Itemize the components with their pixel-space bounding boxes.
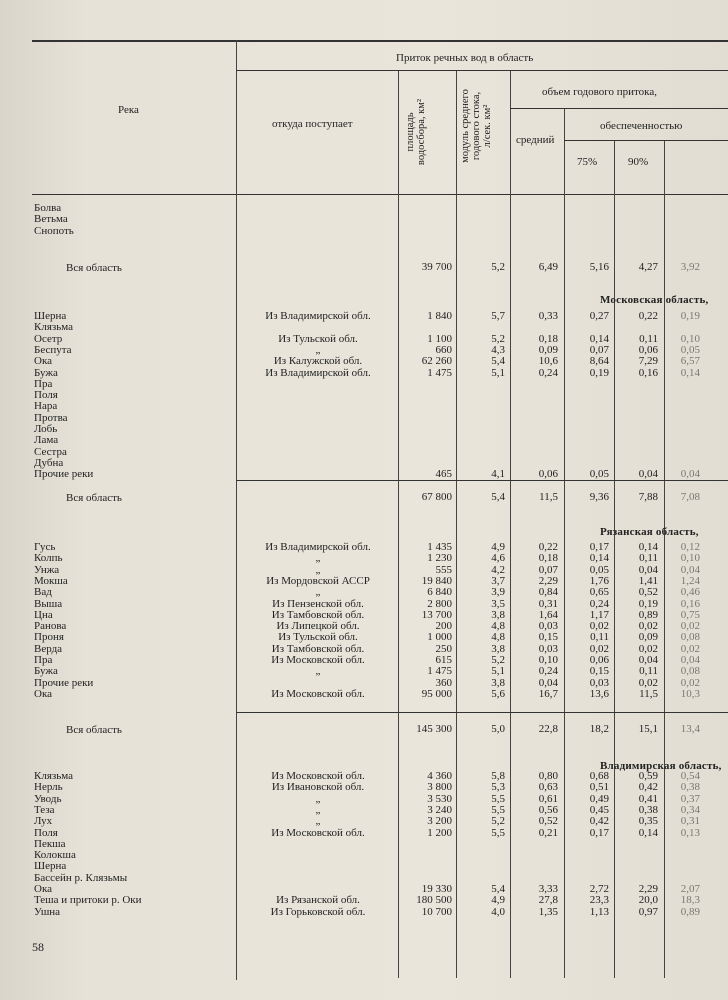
river-name: Снопоть xyxy=(34,224,74,237)
river-name: Поля xyxy=(34,826,58,839)
river-name: Прочие реки xyxy=(34,468,94,481)
cell-p75: 0,07 xyxy=(589,343,609,356)
cell-area: 10 700 xyxy=(421,905,452,918)
cell-mean: 1,64 xyxy=(538,608,558,621)
source-region: Из Липецкой обл. xyxy=(276,620,360,633)
total-p75: 18,2 xyxy=(589,723,609,735)
river-name: Проня xyxy=(34,631,64,644)
river-name: Верда xyxy=(34,642,63,655)
cell-mean: 0,24 xyxy=(538,665,558,678)
source-region: Из Тамбовской обл. xyxy=(271,608,365,621)
source-region: „ xyxy=(315,792,321,805)
river-name: Ветьма xyxy=(34,213,68,226)
col-divider xyxy=(510,70,511,978)
cell-area: 4 360 xyxy=(427,770,452,782)
river-name: Пра xyxy=(34,654,53,666)
cell-mean: 0,07 xyxy=(538,563,558,576)
cell-p90: 0,11 xyxy=(639,332,658,345)
cell-p90: 0,14 xyxy=(638,826,658,839)
cell-module: 3,8 xyxy=(491,608,505,621)
top-rule xyxy=(32,40,728,42)
source-region: Из Владимирской обл. xyxy=(265,310,371,322)
cell-p75: 0,14 xyxy=(589,552,609,565)
cell-p75: 0,02 xyxy=(589,620,609,633)
cell-p75: 0,27 xyxy=(589,310,609,322)
cell-p75: 8,64 xyxy=(589,355,609,368)
river-name: Беспута xyxy=(34,343,72,356)
cell-p75: 23,3 xyxy=(589,894,609,907)
cell-module: 5,2 xyxy=(491,654,505,666)
header-subrule-1 xyxy=(236,70,728,71)
total-module: 5,2 xyxy=(491,261,505,273)
river-name: Нара xyxy=(34,400,58,413)
cell-mean: 0,33 xyxy=(538,310,558,322)
cell-p90: 20,0 xyxy=(638,894,658,907)
cell-p75: 1,17 xyxy=(589,608,609,621)
river-name: Цна xyxy=(34,608,53,621)
cell-mean: 10,6 xyxy=(538,355,558,368)
cell-p90: 0,04 xyxy=(638,654,658,666)
river-name: Клязьма xyxy=(34,321,74,334)
source-region: Из Пензенской обл. xyxy=(272,597,364,610)
cell-p75: 0,05 xyxy=(589,468,609,481)
cell-area: 3 240 xyxy=(427,803,452,816)
cell-p95: 0,05 xyxy=(680,343,700,356)
cell-p90: 0,11 xyxy=(639,665,658,678)
total-mean: 6,49 xyxy=(538,261,558,273)
header-p75: 75% xyxy=(577,156,598,168)
cell-p90: 0,59 xyxy=(638,770,658,782)
total-p90: 4,27 xyxy=(638,261,658,273)
river-name: Протва xyxy=(34,411,68,424)
river-name: Теза xyxy=(34,803,55,816)
cell-p90: 2,29 xyxy=(638,883,658,895)
cell-p95: 0,37 xyxy=(680,792,700,805)
cell-module: 4,3 xyxy=(491,343,505,356)
cell-p90: 0,04 xyxy=(638,468,658,481)
cell-module: 4,0 xyxy=(491,905,505,918)
source-region: „ xyxy=(315,586,321,599)
cell-p90: 0,04 xyxy=(638,563,658,576)
cell-p95: 0,08 xyxy=(680,665,700,678)
river-name: Выша xyxy=(34,597,63,610)
header-mean: средний xyxy=(516,134,555,146)
cell-module: 3,8 xyxy=(491,676,505,689)
cell-p75: 2,72 xyxy=(589,883,609,895)
cell-p75: 0,03 xyxy=(589,676,609,689)
cell-p75: 0,11 xyxy=(590,631,609,644)
cell-p90: 0,02 xyxy=(638,620,658,633)
cell-area: 1 435 xyxy=(427,541,452,553)
cell-p75: 0,02 xyxy=(589,642,609,655)
total-p90: 7,88 xyxy=(638,491,658,503)
total-module: 5,0 xyxy=(491,723,505,735)
cell-p75: 0,68 xyxy=(589,770,609,782)
header-subrule-2 xyxy=(510,108,728,109)
source-region: Из Московской обл. xyxy=(271,826,365,839)
river-name: Теша и притоки р. Оки xyxy=(34,894,142,907)
cell-mean: 16,7 xyxy=(538,687,558,700)
river-name: Колокша xyxy=(34,849,76,862)
total-module: 5,4 xyxy=(491,491,505,503)
river-name: Шерна xyxy=(34,310,67,322)
cell-mean: 0,80 xyxy=(538,770,558,782)
cell-area: 555 xyxy=(435,563,452,576)
cell-module: 5,2 xyxy=(491,332,505,345)
cell-p75: 0,19 xyxy=(589,366,609,379)
total-label: Вся область xyxy=(66,262,122,274)
cell-mean: 0,63 xyxy=(538,781,558,794)
cell-p75: 0,14 xyxy=(589,332,609,345)
cell-p95: 0,04 xyxy=(680,468,700,481)
cell-mean: 0,06 xyxy=(538,468,558,481)
cell-area: 180 500 xyxy=(416,894,452,907)
cell-p95: 10,3 xyxy=(680,687,700,700)
region-title: Рязанская область, xyxy=(600,526,699,538)
cell-module: 4,9 xyxy=(491,894,505,907)
cell-area: 19 330 xyxy=(421,883,452,895)
cell-p95: 0,75 xyxy=(680,608,700,621)
cell-p95: 0,13 xyxy=(680,826,700,839)
cell-area: 1 840 xyxy=(427,310,452,322)
cell-p90: 0,06 xyxy=(638,343,658,356)
cell-module: 5,5 xyxy=(491,826,505,839)
cell-area: 1 200 xyxy=(427,826,452,839)
header-source: откуда поступает xyxy=(272,118,353,130)
river-name: Пекша xyxy=(34,837,66,850)
source-region: Из Московской обл. xyxy=(271,654,365,666)
cell-module: 5,8 xyxy=(491,770,505,782)
cell-p90: 0,16 xyxy=(638,366,658,379)
cell-p75: 0,17 xyxy=(589,826,609,839)
cell-p75: 1,76 xyxy=(589,574,609,587)
header-volume: объем годового притока, xyxy=(542,86,657,98)
cell-mean: 0,10 xyxy=(538,654,558,666)
source-region: Из Московской обл. xyxy=(271,770,365,782)
cell-p90: 0,41 xyxy=(638,792,658,805)
cell-module: 4,8 xyxy=(491,631,505,644)
total-area: 39 700 xyxy=(421,261,452,273)
cell-module: 3,9 xyxy=(491,586,505,599)
cell-mean: 0,09 xyxy=(538,343,558,356)
cell-module: 5,1 xyxy=(491,665,505,678)
total-p95: 7,08 xyxy=(680,491,700,503)
river-name: Гусь xyxy=(34,541,56,553)
col-divider xyxy=(456,70,457,978)
col-divider xyxy=(236,40,237,980)
cell-module: 5,5 xyxy=(491,792,505,805)
region-title: Московская область, xyxy=(600,294,709,306)
river-name: Лама xyxy=(34,434,59,447)
cell-p75: 13,6 xyxy=(589,687,609,700)
cell-module: 5,4 xyxy=(491,883,505,895)
cell-module: 4,9 xyxy=(491,541,505,553)
cell-p90: 0,14 xyxy=(638,541,658,553)
source-region: „ xyxy=(315,665,321,678)
cell-p95: 0,54 xyxy=(680,770,700,782)
cell-area: 62 260 xyxy=(421,355,452,368)
cell-area: 465 xyxy=(435,468,452,481)
cell-p90: 0,19 xyxy=(638,597,658,610)
river-name: Бужа xyxy=(34,366,58,379)
river-name: Лобь xyxy=(34,423,58,435)
cell-p75: 0,65 xyxy=(589,586,609,599)
cell-p75: 0,05 xyxy=(589,563,609,576)
total-area: 145 300 xyxy=(416,723,452,735)
source-region: „ xyxy=(315,563,321,576)
cell-p90: 0,52 xyxy=(638,586,658,599)
cell-module: 5,3 xyxy=(491,781,505,794)
river-name: Бужа xyxy=(34,665,58,678)
source-region: „ xyxy=(315,815,321,828)
river-name: Клязьма xyxy=(34,770,74,782)
cell-area: 1 475 xyxy=(427,665,452,678)
cell-p90: 0,97 xyxy=(638,905,658,918)
cell-p90: 0,09 xyxy=(638,631,658,644)
cell-p90: 0,02 xyxy=(638,642,658,655)
total-label: Вся область xyxy=(66,724,122,736)
cell-p75: 0,45 xyxy=(589,803,609,816)
cell-mean: 0,31 xyxy=(538,597,558,610)
cell-module: 3,8 xyxy=(491,642,505,655)
cell-mean: 0,18 xyxy=(538,332,558,345)
river-name: Колпь xyxy=(34,552,63,565)
cell-mean: 0,56 xyxy=(538,803,558,816)
cell-area: 660 xyxy=(435,343,452,356)
river-name: Сестра xyxy=(34,445,67,458)
river-name: Уводь xyxy=(34,792,62,805)
cell-mean: 0,03 xyxy=(538,642,558,655)
cell-p75: 1,13 xyxy=(589,905,609,918)
cell-p95: 0,31 xyxy=(680,815,700,828)
source-region: Из Горьковской обл. xyxy=(270,905,366,918)
source-region: „ xyxy=(315,552,321,565)
cell-module: 4,8 xyxy=(491,620,505,633)
cell-mean: 0,61 xyxy=(538,792,558,805)
source-region: Из Калужской обл. xyxy=(273,355,363,368)
region-title: Владимирская область, xyxy=(600,760,722,772)
cell-p90: 0,89 xyxy=(638,608,658,621)
total-p75: 9,36 xyxy=(589,491,609,503)
total-p95: 3,92 xyxy=(680,261,700,273)
source-region: Из Владимирской обл. xyxy=(265,541,371,553)
cell-module: 5,2 xyxy=(491,815,505,828)
cell-area: 1 100 xyxy=(427,332,452,345)
header-security: обеспеченностью xyxy=(600,120,683,132)
river-name: Дубна xyxy=(34,456,64,469)
river-name: Лух xyxy=(34,815,53,828)
total-area: 67 800 xyxy=(421,491,452,503)
header-module: модуль среднего годового стока, л/сек. км² xyxy=(460,89,493,163)
cell-p75: 0,17 xyxy=(589,541,609,553)
total-mean: 11,5 xyxy=(539,491,558,503)
source-region: Из Тамбовской обл. xyxy=(271,642,365,655)
cell-module: 4,6 xyxy=(491,552,505,565)
header-bottom-rule xyxy=(32,194,728,195)
cell-p75: 0,15 xyxy=(589,665,609,678)
cell-area: 1 230 xyxy=(427,552,452,565)
cell-p95: 0,10 xyxy=(680,332,700,345)
river-name: Пра xyxy=(34,377,53,390)
cell-p95: 6,57 xyxy=(680,355,700,368)
cell-p95: 0,46 xyxy=(680,586,700,599)
cell-module: 5,7 xyxy=(491,310,505,322)
river-name: Прочие реки xyxy=(34,676,94,689)
source-region: Из Мордовской АССР xyxy=(266,574,370,587)
cell-p75: 0,49 xyxy=(589,792,609,805)
source-region: Из Ивановской обл. xyxy=(271,781,365,794)
cell-area: 19 840 xyxy=(421,574,452,587)
cell-p95: 0,04 xyxy=(680,563,700,576)
river-name: Шерна xyxy=(34,860,67,873)
river-name: Унжа xyxy=(34,563,60,576)
total-mean: 22,8 xyxy=(538,723,558,735)
cell-p95: 0,10 xyxy=(680,552,700,565)
source-region: Из Рязанской обл. xyxy=(276,894,360,907)
cell-p90: 0,02 xyxy=(638,676,658,689)
cell-p95: 0,34 xyxy=(680,803,700,816)
river-name: Поля xyxy=(34,389,58,402)
source-region: Из Владимирской обл. xyxy=(265,366,371,379)
cell-area: 6 840 xyxy=(427,586,452,599)
cell-module: 3,5 xyxy=(491,597,505,610)
cell-area: 2 800 xyxy=(427,597,452,610)
cell-p75: 0,24 xyxy=(589,597,609,610)
cell-area: 1 000 xyxy=(427,631,452,644)
cell-p95: 0,02 xyxy=(680,676,700,689)
cell-p95: 0,04 xyxy=(680,654,700,666)
river-name: Осетр xyxy=(34,332,63,345)
cell-p95: 1,24 xyxy=(680,574,700,587)
cell-module: 4,2 xyxy=(491,563,505,576)
cell-area: 3 530 xyxy=(427,792,452,805)
cell-p95: 0,89 xyxy=(680,905,700,918)
cell-mean: 3,33 xyxy=(538,883,558,895)
cell-mean: 0,03 xyxy=(538,620,558,633)
cell-mean: 0,18 xyxy=(538,552,558,565)
cell-p95: 0,19 xyxy=(680,310,700,322)
cell-module: 4,1 xyxy=(491,468,505,481)
cell-area: 615 xyxy=(435,654,452,666)
river-name: Ока xyxy=(34,883,53,895)
river-name: Ока xyxy=(34,355,53,368)
cell-p95: 2,07 xyxy=(680,883,700,895)
cell-p95: 0,12 xyxy=(680,541,700,553)
total-p95: 13,4 xyxy=(680,723,700,735)
cell-mean: 0,21 xyxy=(538,826,558,839)
cell-p90: 0,42 xyxy=(638,781,658,794)
cell-area: 360 xyxy=(435,676,452,689)
cell-p95: 18,3 xyxy=(680,894,700,907)
source-region: „ xyxy=(315,343,321,356)
page-number: 58 xyxy=(32,940,44,954)
source-region: „ xyxy=(315,803,321,816)
section-rule xyxy=(236,712,728,713)
cell-p90: 0,22 xyxy=(638,310,658,322)
cell-p95: 0,02 xyxy=(680,620,700,633)
cell-p90: 11,5 xyxy=(639,687,658,700)
cell-p90: 0,11 xyxy=(639,552,658,565)
source-region: Из Тульской обл. xyxy=(278,332,358,345)
total-label: Вся область xyxy=(66,492,122,504)
cell-p90: 7,29 xyxy=(638,355,658,368)
cell-mean: 1,35 xyxy=(538,905,558,918)
cell-mean: 0,04 xyxy=(538,676,558,689)
cell-module: 5,1 xyxy=(491,366,505,379)
cell-mean: 0,24 xyxy=(538,366,558,379)
header-p90: 90% xyxy=(628,156,649,168)
river-name: Ранова xyxy=(34,620,67,633)
cell-p90: 0,35 xyxy=(638,815,658,828)
cell-p95: 0,08 xyxy=(680,631,700,644)
cell-area: 13 700 xyxy=(421,608,452,621)
col-divider xyxy=(398,70,399,978)
river-name: Вад xyxy=(34,586,52,599)
cell-mean: 27,8 xyxy=(538,894,558,907)
cell-p95: 0,02 xyxy=(680,642,700,655)
header-area: площадь водосбора, км² xyxy=(405,98,427,166)
cell-p75: 0,51 xyxy=(589,781,609,794)
cell-p90: 0,38 xyxy=(638,803,658,816)
total-p90: 15,1 xyxy=(638,723,658,735)
river-name: Нерль xyxy=(34,781,63,794)
header-subrule-3 xyxy=(564,140,728,141)
cell-module: 5,5 xyxy=(491,803,505,816)
cell-mean: 0,52 xyxy=(538,815,558,828)
cell-module: 5,4 xyxy=(491,355,505,368)
cell-mean: 2,29 xyxy=(538,574,558,587)
cell-p95: 0,16 xyxy=(680,597,700,610)
cell-mean: 0,15 xyxy=(538,631,558,644)
cell-mean: 0,84 xyxy=(538,586,558,599)
total-p75: 5,16 xyxy=(589,261,609,273)
cell-area: 3 200 xyxy=(427,815,452,828)
cell-mean: 0,22 xyxy=(538,541,558,553)
river-name: Ока xyxy=(34,687,53,700)
cell-area: 3 800 xyxy=(427,781,452,794)
source-region: Из Московской обл. xyxy=(271,687,365,700)
river-name: Ушна xyxy=(34,905,61,918)
header-inflow: Приток речных вод в область xyxy=(396,52,534,64)
cell-area: 95 000 xyxy=(421,687,452,700)
cell-p90: 1,41 xyxy=(638,574,658,587)
cell-p95: 0,14 xyxy=(680,366,700,379)
cell-p75: 0,42 xyxy=(589,815,609,828)
cell-p75: 0,06 xyxy=(589,654,609,666)
cell-area: 250 xyxy=(435,642,452,655)
cell-area: 1 475 xyxy=(427,366,452,379)
cell-module: 3,7 xyxy=(491,574,505,587)
cell-p95: 0,38 xyxy=(680,781,700,794)
cell-module: 5,6 xyxy=(491,687,505,700)
river-name: Бассейн р. Клязьмы xyxy=(34,871,128,884)
source-region: Из Тульской обл. xyxy=(278,631,358,644)
header-river: Река xyxy=(118,104,139,116)
river-name: Мокша xyxy=(34,574,68,587)
river-name: Болва xyxy=(34,202,62,214)
cell-area: 200 xyxy=(435,620,452,633)
